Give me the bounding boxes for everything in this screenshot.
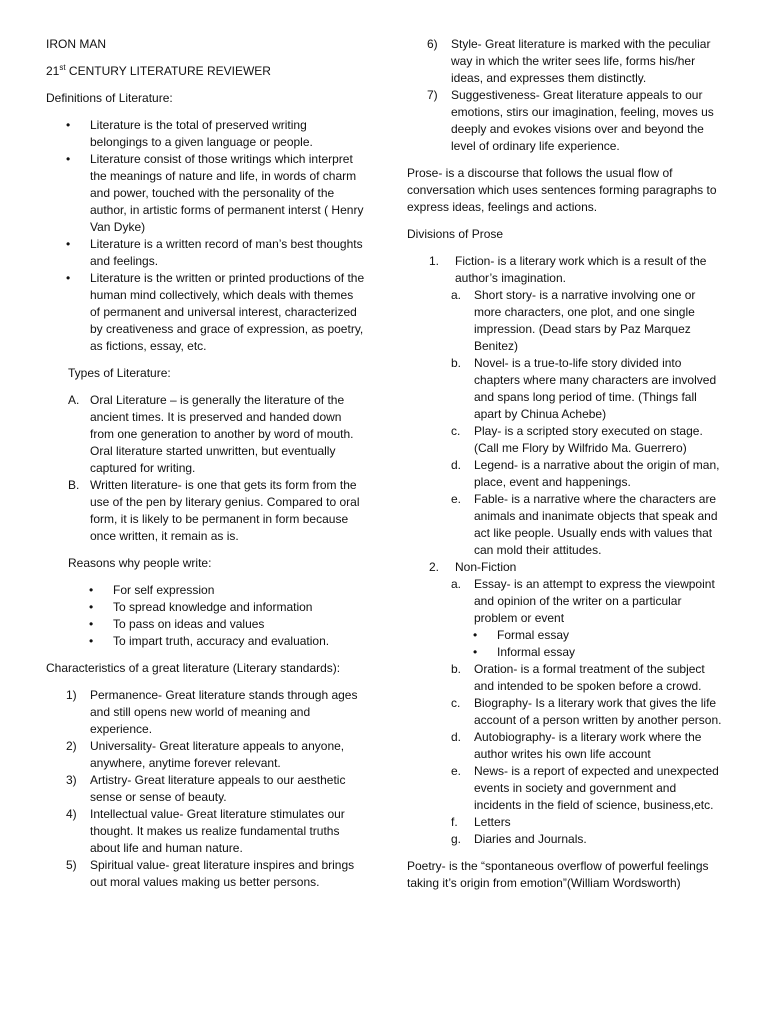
doc-title: 21st CENTURY LITERATURE REVIEWER	[46, 63, 271, 78]
list-item: 1) Permanence- Great literature stands through ages and still opens new world of meaning and experience.	[66, 688, 358, 736]
list-item: g. Diaries and Journals.	[451, 832, 587, 846]
list-item: • Literature consist of those writings which interpret the meanings of nature and life, in words of charm and power, touched with the personality of the author, in artistic forms of permanent interst ( Henry Van Dyke)	[46, 151, 366, 236]
definitions-heading: Definitions of Literature:	[46, 91, 173, 105]
types-list	[46, 392, 366, 545]
list-item: • Literature is a written record of man’s best thoughts and feelings.	[46, 236, 366, 270]
list-item: 3) Artistry- Great literature appeals to our aesthetic sense or sense of beauty.	[66, 773, 346, 804]
list-item: 4) Intellectual value- Great literature stimulates our thought. It makes us realize fundamental truths about life and human nature.	[66, 807, 345, 855]
list-item: b. Oration- is a formal treatment of the subject and intended to be spoken before a crowd.	[451, 662, 705, 693]
nonfiction-list-essay	[407, 576, 725, 627]
list-item: 7) Suggestiveness- Great literature appeals to our emotions, stirs our imagination, feeling, moves us deeply and evokes visions over and beyond the level of ordinary life experience.	[427, 88, 714, 153]
essay-types-list	[407, 627, 725, 661]
list-item: B. Written literature- is one that gets its form from the use of the pen by literary genius. Compared to oral form, it is likely to be permanent in form because once written, it remain as is.	[68, 478, 360, 543]
fiction-list	[407, 287, 725, 559]
list-item: • Literature is the written or printed productions of the human mind collectively, which deals with themes of permanent and universal interest, characterized by creativeness and grace of expression, as poetry, as fictions, essay, etc.	[46, 270, 366, 355]
divisions-list-2	[407, 559, 725, 576]
right-column	[407, 36, 725, 892]
list-item: • To spread knowledge and information	[46, 599, 366, 616]
list-item: c. Play- is a scripted story executed on stage. (Call me Flory by Wilfrido Ma. Guerrero)	[451, 424, 703, 455]
definitions-list	[46, 117, 366, 355]
types-heading: Types of Literature:	[68, 366, 171, 380]
list-item: a. Short story- is a narrative involving one or more characters, one plot, and one single impression. (Dead stars by Paz Marquez Benitez)	[451, 288, 696, 353]
list-item: • Literature is the total of preserved writing belongings to a given language or people.	[46, 117, 366, 151]
list-item: 5) Spiritual value- great literature inspires and brings out moral values making us better persons.	[66, 858, 355, 889]
list-item: • For self expression	[46, 582, 366, 599]
list-item: f. Letters	[451, 815, 511, 829]
characteristics-list-right	[407, 36, 725, 155]
divisions-heading: Divisions of Prose	[407, 227, 504, 241]
list-item: • Informal essay	[407, 644, 725, 661]
list-item: 2) Universality- Great literature appeals to anyone, anywhere, anytime forever relevant.	[66, 739, 345, 770]
reasons-heading: Reasons why people write:	[68, 556, 212, 570]
reasons-list	[46, 582, 366, 650]
nonfiction-list	[407, 661, 725, 848]
list-item: • To impart truth, accuracy and evaluation.	[46, 633, 366, 650]
poetry-definition: Poetry- is the “spontaneous overflow of powerful feelings taking it’s origin from emotion”(William Wordsworth)	[407, 859, 709, 890]
prose-definition: Prose- is a discourse that follows the usual flow of conversation which uses sentences forming paragraphs to express ideas, feelings and actions.	[407, 166, 717, 214]
list-item: A. Oral Literature – is generally the literature of the ancient times. It is preserved and handed down from one generation to another by word of mouth. Oral literature started unwritten, but eventually captured for writing.	[68, 393, 354, 475]
list-item: b. Novel- is a true-to-life story divided into chapters where many characters are involved and spans long period of time. (Things fall apart by Chinua Achebe)	[451, 356, 717, 421]
list-item: 2. Non-Fiction	[429, 560, 517, 574]
list-item: • To pass on ideas and values	[46, 616, 366, 633]
characteristics-heading: Characteristics of a great literature (Literary standards):	[46, 661, 341, 675]
list-item: d. Autobiography- is a literary work where the author writes his own life account	[451, 730, 702, 761]
divisions-list	[407, 253, 725, 287]
characteristics-list-left	[46, 687, 366, 891]
list-item: d. Legend- is a narrative about the origin of man, place, event and happenings.	[451, 458, 720, 489]
list-item: e. Fable- is a narrative where the characters are animals and inanimate objects that speak and act like people. Usually ends with values that can mold their attitudes.	[451, 492, 718, 557]
list-item: c. Biography- Is a literary work that gives the life account of a person written by another person.	[451, 696, 722, 727]
list-item: 1. Fiction- is a literary work which is a result of the author’s imagination.	[429, 254, 707, 285]
list-item: a. Essay- is an attempt to express the viewpoint and opinion of the writer on a particular problem or event	[451, 577, 715, 625]
list-item: 6) Style- Great literature is marked with the peculiar way in which the writer sees life, forms his/her ideas, and expresses them distinctly.	[427, 37, 711, 85]
list-item: • Formal essay	[407, 627, 725, 644]
doc-author: IRON MAN	[46, 37, 106, 51]
list-item: e. News- is a report of expected and unexpected events in society and government and incidents in the field of science, business,etc.	[451, 764, 719, 812]
left-column	[46, 36, 366, 891]
